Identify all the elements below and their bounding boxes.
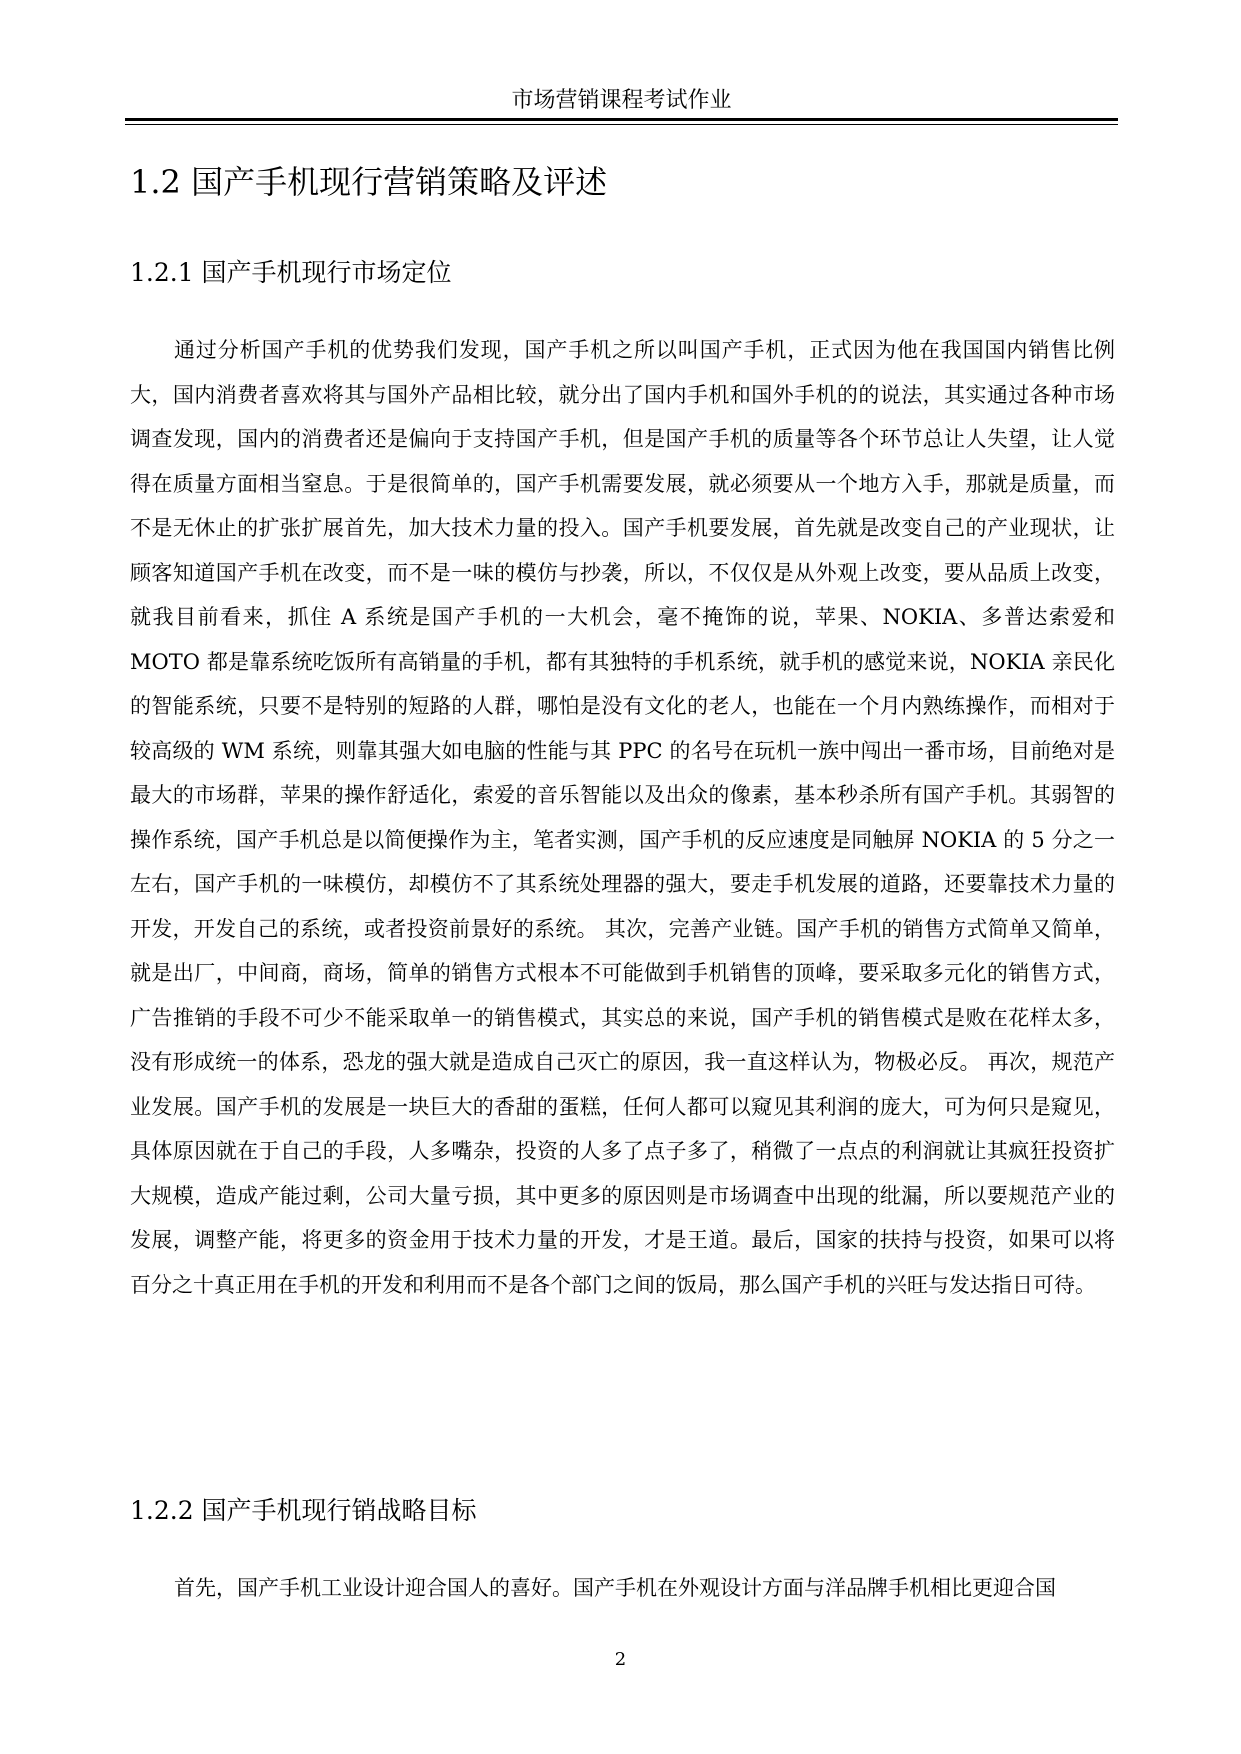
- page-number: 2: [614, 1649, 627, 1670]
- subsection-heading-1: 1.2.1 国产手机现行市场定位: [130, 258, 452, 287]
- page-header-title: 市场营销课程考试作业: [511, 88, 732, 113]
- body-paragraph-2: 首先，国产手机工业设计迎合国人的喜好。国产手机在外观设计方面与洋品牌手机相比更迎合国: [174, 1576, 1056, 1600]
- body-paragraph-1: 通过分析国产手机的优势我们发现，国产手机之所以叫国产手机，正式因为他在我国国内销售比例大，国内消费者喜欢将其与国外产品相比较，就分出了国内手机和国外手机的的说法，其实通过各种市场调查发现，国内的消费者还是偏向于支持国产手机，但是国产手机的质量等各个环节总让人失望，让人觉得在质量方面相当窒息。于是很简单的，国产手机需要发展，就必须要从一个地方入手，那就是质量，而不是无休止的扩张扩展首先，加大技术力量的投入。国产手机要发展，首先就是改变自己的产业现状，让顾客知道国产手机在改变，而不是一味的模仿与抄袭，所以，不仅仅是从外观上改变，要从品质上改变，就我目前看来，抓住 A 系统是国产手机的一大机会，毫不掩饰的说，苹果、NOKIA、多普达索爱和 MOTO 都是靠系统吃饭所有高销量的手机，都有其独特的手机系统，就手机的感觉来说，NOKIA 亲民化的智能系统，只要不是特别的短路的人群，哪怕是没有文化的老人，也能在一个月内熟练操作，而相对于较高级的 WM 系统，则靠其强大如电脑的性能与其 PPC 的名号在玩机一族中闯出一番市场，目前绝对是最大的市场群，苹果的操作舒适化，索爱的音乐智能以及出众的像素，基本秒杀所有国产手机。其弱智的操作系统，国产手机总是以简便操作为主，笔者实测，国产手机的反应速度是同触屏 NOKIA 的 5 分之一左右，国产手机的一味模仿，却模仿不了其系统处理器的强大，要走手机发展的道路，还要靠技术力量的开发，开发自己的系统，或者投资前景好的系统。 其次，完善产业链。国产手机的销售方式简单又简单，就是出厂，中间商，商场，简单的销售方式根本不可能做到手机销售的顶峰，要采取多元化的销售方式，广告推销的手段不可少不能采取单一的销售模式，其实总的来说，国产手机的销售模式是败在花样太多，没有形成统一的体系，恐龙的强大就是造成自己灭亡的原因，我一直这样认为，物极必反。 再次，规范产业发展。国产手机的发展是一块巨大的香甜的蛋糕，任何人都可以窥见其利润的庞大，可为何只是窥见，具体原因就在于自己的手段，人多嘴杂，投资的人多了点子多了，稍微了一点点的利润就让其疯狂投资扩大规模，造成产能过剩，公司大量亏损，其中更多的原因则是市场调查中出现的纰漏，所以要规范产业的发展，调整产能，将更多的资金用于技术力量的开发，才是王道。最后，国家的扶持与投资，如果可以将百分之十真正用在手机的开发和利用而不是各个部门之间的饭局，那么国产手机的兴旺与发达指日可待。: [130, 338, 1115, 1297]
- header-rule-thick: [125, 118, 1118, 121]
- header-rule-thin: [125, 124, 1118, 125]
- subsection-heading-2: 1.2.2 国产手机现行销战略目标: [130, 1496, 477, 1525]
- section-heading: 1.2 国产手机现行营销策略及评述: [130, 163, 608, 201]
